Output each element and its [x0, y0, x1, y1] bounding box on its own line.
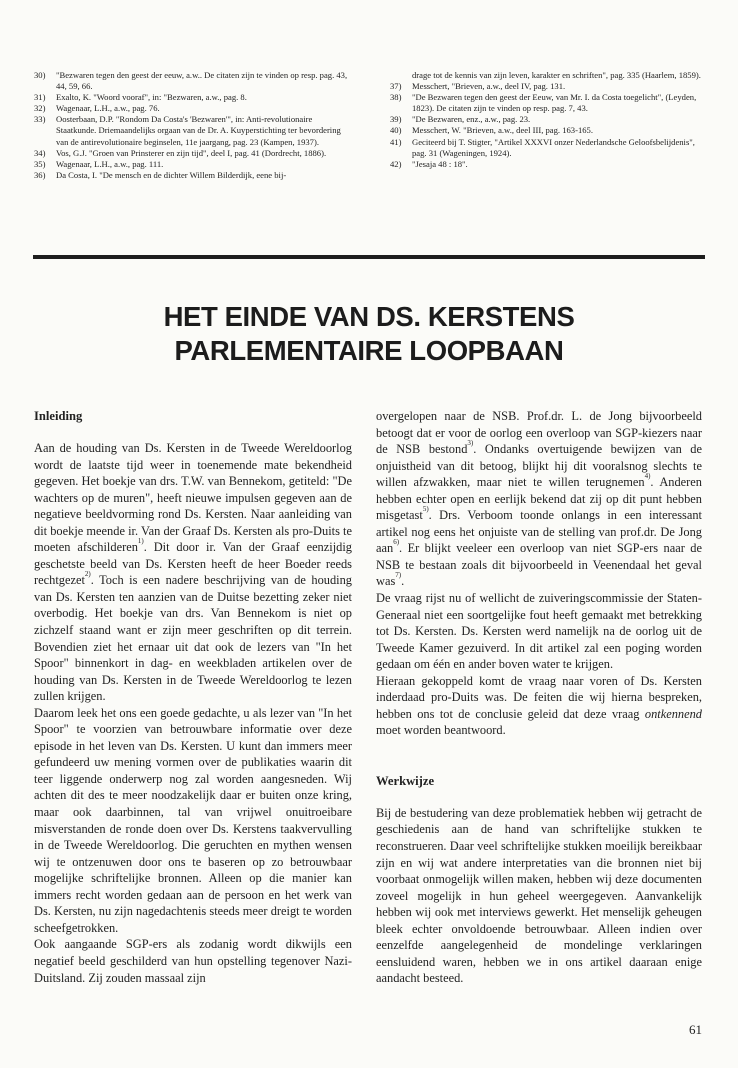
- footnote-ref: 6): [393, 538, 400, 547]
- paragraph: Daarom leek het ons een goede gedachte, u als lezer van "In het Spoor" te voorzien van betrouwbare informatie over deze episode in het leven van Ds. Kersten. U kunt dan immers meer gefundeerd uw mening vormen over de publikaties waarin dit teer liggende onderwerp nog zal worden aangesneden. Wij achten dit des te meer noodzakelijk daar er buiten onze kring, maar ook daarbinnen, tal van vrijwel onuitroeibare misverstanden de ronde doen over Ds. Kerstens taakvervulling in de Tweede Wereldoorlog. Die geruchten en mythen wensen wij te ontzenuwen door ons te baseren op zo betrouwbaar mogelijke schriftelijke bronnen. Alleen op die manier kan immers recht worden gedaan aan de persoon en het werk van Ds. Kersten, nu zijn nagedachtenis steeds meer dreigt te worden scheefgetrokken.: [34, 705, 352, 935]
- footnote: 35) Wagenaar, L.H., a.w., pag. 111.: [34, 158, 164, 169]
- footnotes-left: [34, 70, 352, 181]
- footnote-ref: 7): [395, 571, 402, 580]
- title-divider: [33, 255, 705, 259]
- footnote-ref: 4): [644, 472, 651, 481]
- section-heading-inleiding: Inleiding: [34, 409, 83, 423]
- right-column: [376, 408, 702, 987]
- left-column: [34, 408, 352, 986]
- title-line-1: HET EINDE VAN DS. KERSTENS: [163, 301, 575, 332]
- footnotes-right: [390, 70, 702, 170]
- footnote: 30) "Bezwaren tegen den geest der eeuw, a.w.. De citaten zijn te vinden op resp. pag. 43, 44, 59, 66.: [34, 70, 348, 92]
- footnote-ref: 2): [84, 570, 91, 579]
- footnote: 32) Wagenaar, L.H., a.w., pag. 76.: [34, 103, 160, 114]
- footnote: 39) "De Bezwaren, enz., a.w., pag. 23.: [390, 114, 531, 125]
- footnote: 41) Geciteerd bij T. Stigter, "Artikel XXXVI onzer Nederlandsche Geloofsbelijdenis", pag. 31 (Wageningen, 1924).: [390, 136, 695, 158]
- paragraph: Ook aangaande SGP-ers als zodanig wordt dikwijls een negatief beeld geschilderd van hun opstelling tegenover Nazi-Duitsland. Zij zouden massaal zijn: [34, 937, 352, 985]
- footnote: 37) Messchert, "Brieven, a.w., deel IV, pag. 131.: [390, 81, 566, 92]
- footnote: 31) Exalto, K. "Woord vooraf", in: "Bezwaren, a.w., pag. 8.: [34, 92, 247, 103]
- paragraph: Hieraan gekoppeld komt de vraag naar voren of Ds. Kersten inderdaad pro-Duits was. De feiten die wij hierna bespreken, hebben ons tot de conclusie geleid dat deze vraag ontkennend moet worden beantwoord.: [376, 673, 702, 738]
- article-title: [33, 300, 705, 368]
- footnote: 40) Messchert, W. "Brieven, a.w., deel III, pag. 163-165.: [390, 125, 593, 136]
- section-heading-werkwijze: Werkwijze: [376, 773, 435, 788]
- title-line-2: PARLEMENTAIRE LOOPBAAN: [174, 335, 564, 366]
- footnote: 36) Da Costa, I. "De mensch en de dichter Willem Bilderdijk, eene bij-: [34, 169, 287, 180]
- footnote: 38) "De Bezwaren tegen den geest der Eeuw, van Mr. I. da Costa toegelicht", (Leyden, 1823). De citaten zijn te vinden op resp. pag. 7, 43.: [390, 92, 697, 114]
- paragraph: De vraag rijst nu of wellicht de zuiveringscommissie der Staten-Generaal niet een soortgelijke fout heeft gemaakt met betrekking tot Ds. Kersten. Ds. Kersten werd namelijk na de oorlog uit de Tweede Kamer gezuiverd. In dit artikel zal een poging worden gedaan om één en ander boven water te krijgen.: [376, 591, 702, 672]
- footnote: 34) Vos, G.J. "Groen van Prinsterer en zijn tijd", deel I, pag. 41 (Dordrecht, 1886).: [34, 147, 327, 158]
- paragraph: Aan de houding van Ds. Kersten in de Tweede Wereldoorlog wordt de laatste tijd weer in toenemende mate bekendheid gegeven. Het boekje van drs. T.W. van Bennekom, getiteld: "De wachters op de muren", heeft nieuwe impulsen gegeven aan de negatieve beeldvorming rond Ds. Kersten. Naar aanleiding van dit boekje meende ir. Van der Graaf Ds. Kersten als pro-Duits te moeten afschilderen$^{1)}$. Dit door ir. Van der Graaf eenzijdig geschetste beeld van Ds. Kersten heeft de heer Boeder reeds rechtgezet$^{2)}$. Toch is een nadere beschrijving van de houding van Ds. Kersten ten aanzien van de Duitse bezetting zeker niet overbodig. Het boekje van drs. Van Bennekom is niet op zichzelf staand want er zijn meer geschriften op dit terrein. Bovendien ziet het ernaar uit dat ook de lezers van "In het Spoor" binnenkort in dag- en weekbladen artikelen over de houding van Ds. Kersten in de Tweede Wereldoorlog te lezen zullen krijgen.: [34, 441, 352, 704]
- paragraph: Bij de bestudering van deze problematiek hebben wij getracht de geschiedenis aan de hand van schriftelijke stukken te reconstrueren. Daar veel schriftelijke stukken moeilijk bereikbaar zijn en wij wat andere interpretaties van die bronnen niet bij voorbaat onmogelijk willen maken, hebben wij deze documenten zoveel mogelijk in hun geheel weergegeven. Aanvankelijk hebben wij ook met interviews gewerkt. Het menselijk geheugen bleek echter onvoldoende betrouwbaar. Alleen indien over eenzelfde aangelegenheid de mondelinge verklaringen eensluidend waren, hebben we in ons artikel daaraan enige aandacht besteed.: [376, 805, 702, 986]
- footnote-ref: 5): [422, 505, 429, 514]
- footnote: 42) "Jesaja 48 : 18".: [390, 158, 468, 169]
- section-werkwijze: [376, 773, 702, 987]
- footnote: 33) Oosterbaan, D.P. "Rondom Da Costa's 'Bezwaren'", in: Anti-revolutionaire Staatkunde. Driemaandelijks orgaan van de Dr. A. Kuyperstichting ter bevordering van de antirevolutionaire beginselen, 11e jaargang, pag. 23 (Kampen, 1937).: [34, 114, 341, 147]
- footnote-ref: 3): [467, 439, 474, 448]
- footnote-ref: 1): [137, 537, 144, 546]
- page-number: 61: [689, 1022, 702, 1037]
- paragraph: overgelopen naar de NSB. Prof.dr. L. de Jong bijvoorbeeld betoogt dat er voor de oorlog een overloop van SGP-kiezers naar de NSB bestond$^{3)}$. Ondanks overtuigende bewijzen van de onjuistheid van dit betoog, blijkt hij dit vooralsnog slechts te willen afzwakken, maar niet te willen terugnemen$^{4)}$. Anderen hebben echter open en eerlijk bekend dat zij op dit punt hebben misgetast$^{5)}$. Drs. Verboom toonde onlangs in een interessant artikel nog eens het onjuiste van de stelling van prof.dr. De Jong aan$^{6)}$. Er blijkt veeleer een overloop van niet SGP-ers naar de NSB te bestaan zoals dit bijvoorbeeld in Veenendaal het geval was$^{7)}$.: [376, 409, 702, 589]
- footnote: drage tot de kennis van zijn leven, karakter en schriften", pag. 335 (Haarlem, 1859).: [412, 70, 701, 80]
